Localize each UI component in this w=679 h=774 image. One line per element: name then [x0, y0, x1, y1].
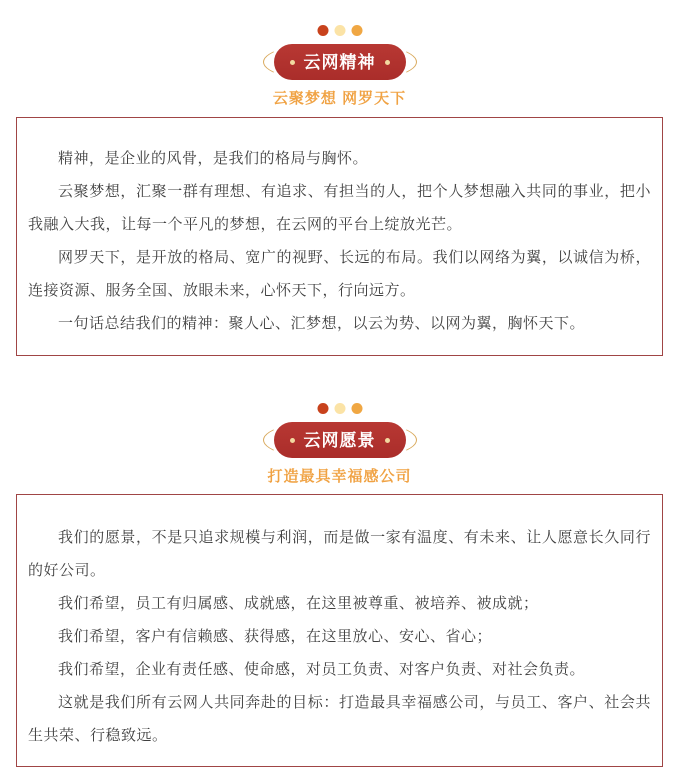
badge-pill: [274, 422, 406, 458]
section-subtitle: 云聚梦想 网罗天下: [272, 90, 407, 107]
accent-dots: [317, 403, 362, 414]
spirit-content-box: [16, 117, 663, 356]
badge-dot-icon: [385, 438, 390, 443]
paragraph: 我们希望，企业有责任感、使命感，对员工负责、对客户负责、对社会负责。: [58, 661, 586, 678]
vision-content-box: [16, 494, 663, 767]
accent-dot-cream-icon: [334, 403, 345, 414]
badge-dot-icon: [290, 60, 295, 65]
badge-dot-icon: [290, 438, 295, 443]
accent-dot-orange-icon: [351, 403, 362, 414]
badge-pill: [274, 44, 406, 80]
paragraph: 我们希望，员工有归属感、成就感，在这里被尊重、被培养、被成就；: [58, 595, 539, 612]
paragraph: 这就是我们所有云网人共同奔赴的目标：打造最具幸福感公司，与员工、客户、社会共生共荣、行稳致远。: [28, 694, 651, 744]
badge-label: 云网愿景: [303, 430, 376, 450]
paragraph: 云聚梦想，汇聚一群有理想、有追求、有担当的人，把个人梦想融入共同的事业，把小我融入大我，让每一个平凡的梦想，在云网的平台上绽放光芒。: [28, 183, 651, 233]
section-header-vision: [0, 378, 679, 490]
paragraph: 我们希望，客户有信赖感、获得感，在这里放心、安心、省心；: [58, 628, 493, 645]
section-subtitle: 打造最具幸福感公司: [267, 468, 412, 485]
section-header-spirit: [0, 0, 679, 112]
accent-dot-cream-icon: [334, 25, 345, 36]
paragraph: 精神，是企业的风骨，是我们的格局与胸怀。: [58, 150, 369, 167]
accent-dot-orange-icon: [351, 25, 362, 36]
badge-label: 云网精神: [303, 52, 376, 72]
section-badge-vision: [263, 419, 417, 461]
section-badge-spirit: [263, 41, 417, 83]
paragraph: 一句话总结我们的精神：聚人心、汇梦想，以云为势、以网为翼，胸怀天下。: [58, 315, 586, 332]
paragraph: 网罗天下，是开放的格局、宽广的视野、长远的布局。我们以网络为翼，以诚信为桥，连接资源、服务全国、放眼未来，心怀天下，行向远方。: [28, 249, 651, 299]
accent-dots: [317, 25, 362, 36]
paragraph: 我们的愿景，不是只追求规模与利润，而是做一家有温度、有未来、让人愿意长久同行的好公司。: [28, 529, 651, 579]
accent-dot-red-icon: [317, 403, 328, 414]
badge-dot-icon: [385, 60, 390, 65]
accent-dot-red-icon: [317, 25, 328, 36]
